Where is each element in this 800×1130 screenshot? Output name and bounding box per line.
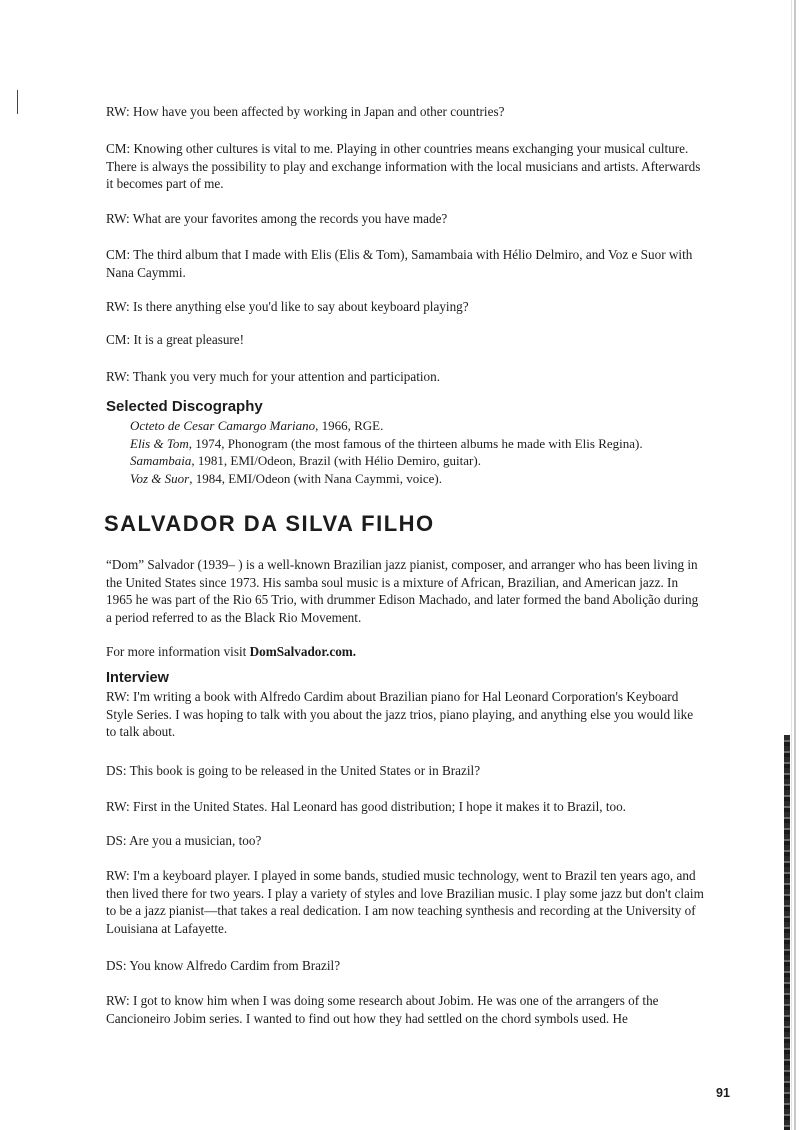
album-details: , 1984, EMI/Odeon (with Nana Caymmi, voice).: [189, 470, 442, 486]
qa-paragraph: DS: You know Alfredo Cardim from Brazil?: [106, 958, 341, 973]
page-edge-shadow: [794, 0, 796, 1130]
more-info-text: For more information visit: [106, 644, 250, 659]
album-title: Samambaia: [130, 453, 192, 468]
discography-item: [130, 452, 730, 470]
qa-paragraph: RW: Thank you very much for your attention and participation.: [106, 369, 441, 384]
qa-paragraph: CM: Knowing other cultures is vital to me. Playing in other countries means exchanging your musical culture. There is always the possibility to play and exchange information with the local musicians and artists. Afterwards it becomes part of me.: [106, 141, 701, 191]
discography-item: [130, 470, 730, 488]
qa-paragraph: CM: It is a great pleasure!: [106, 332, 245, 347]
scan-mark: [17, 90, 18, 114]
qa-paragraph: RW: First in the United States. Hal Leonard has good distribution; I hope it makes it to Brazil, too.: [106, 799, 626, 814]
page-binding-edge: [784, 735, 790, 1130]
website-link[interactable]: DomSalvador.com.: [249, 644, 357, 659]
qa-paragraph: DS: This book is going to be released in the United States or in Brazil?: [106, 763, 481, 778]
discography-item: [130, 435, 730, 453]
discography-item: [130, 417, 730, 435]
bio-paragraph: “Dom” Salvador (1939– ) is a well-known Brazilian jazz pianist, composer, and arranger who has been living in the United States since 1973. His samba soul music is a mixture of African, Brazilian, and American jazz. In 1965 he was part of the Rio 65 Trio, with drummer Edison Machado, and later formed the band Abolição during a period referred to as the Black Rio Movement.: [106, 557, 699, 625]
qa-paragraph: RW: I got to know him when I was doing some research about Jobim. He was one of the arrangers of the Cancioneiro Jobim series. I wanted to find out how they had settled on the chord symbols used. He: [106, 993, 659, 1026]
qa-paragraph: CM: The third album that I made with Elis (Elis & Tom), Samambaia with Hélio Delmiro, and Voz e Suor with Nana Caymmi.: [106, 247, 693, 280]
discography-list: [130, 417, 730, 487]
qa-paragraph: RW: How have you been affected by working in Japan and other countries?: [106, 104, 505, 119]
qa-paragraph: RW: I'm a keyboard player. I played in some bands, studied music technology, went to Brazil ten years ago, and then lived there for two years. I play a variety of styles and love Brazilian music. I play some jazz but don't claim to be a jazz pianist—that takes a real dedication. I am now teaching synthesis and recording at the University of Louisiana at Lafayette.: [106, 868, 704, 936]
page-edge-line: [791, 0, 792, 1130]
album-details: , 1981, EMI/Odeon, Brazil (with Hélio Demiro, guitar).: [191, 453, 481, 468]
interview-heading: Interview: [106, 670, 169, 686]
page-number: 91: [716, 1086, 730, 1100]
album-title: Elis & Tom: [130, 435, 189, 451]
section-title: SALVADOR DA SILVA FILHO: [104, 511, 435, 536]
more-info-line: [106, 643, 706, 661]
qa-paragraph: RW: I'm writing a book with Alfredo Cardim about Brazilian piano for Hal Leonard Corporation's Keyboard Style Series. I was hoping to talk with you about the jazz trios, piano playing, and anything else you would like to talk about.: [106, 689, 694, 739]
qa-paragraph: DS: Are you a musician, too?: [106, 833, 262, 848]
discography-heading: Selected Discography: [106, 398, 263, 415]
qa-paragraph: RW: Is there anything else you'd like to say about keyboard playing?: [106, 299, 469, 314]
album-details: , 1966, RGE.: [315, 418, 384, 433]
album-title: Voz & Suor: [130, 470, 190, 486]
album-title: Octeto de Cesar Camargo Mariano: [130, 418, 316, 433]
album-details: , 1974, Phonogram (the most famous of the thirteen albums he made with Elis Regina).: [188, 435, 643, 451]
qa-paragraph: RW: What are your favorites among the records you have made?: [106, 211, 448, 226]
